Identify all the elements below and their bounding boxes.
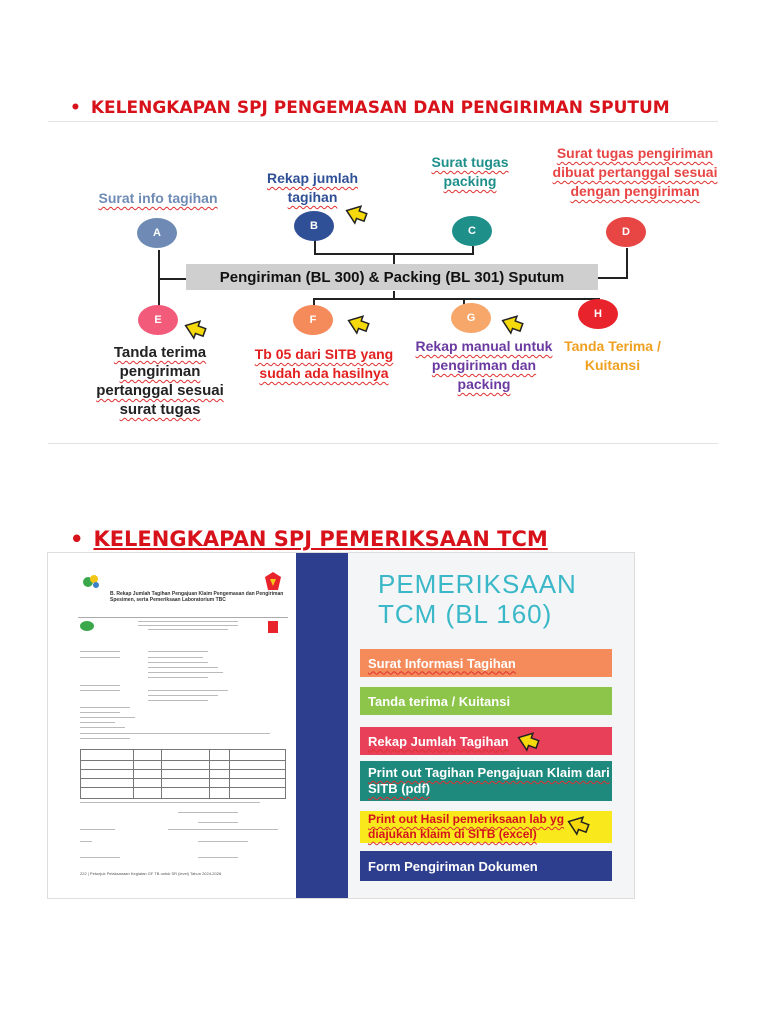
node-f: F xyxy=(293,305,333,335)
label-d: Surat tugas pengiriman dibuat pertanggal sesuai dengan pengiriman xyxy=(552,145,718,199)
item-surat-informasi-tagihan: Surat Informasi Tagihan xyxy=(360,649,612,677)
pointer-arrow-icon xyxy=(500,313,524,335)
item-print-out-tagihan: Print out Tagihan Pengajuan Klaim dari SITB (pdf) xyxy=(360,761,612,801)
document-table xyxy=(80,749,286,799)
item-rekap-jumlah-tagihan: Rekap Jumlah Tagihan xyxy=(360,727,612,755)
node-b: B xyxy=(294,211,334,241)
bullet-icon: • xyxy=(70,527,84,551)
node-c: C xyxy=(452,216,492,246)
label-b: Rekap jumlah tagihan xyxy=(266,170,359,205)
inner-logo-icon xyxy=(80,621,94,631)
inner-emblem-icon xyxy=(268,621,278,633)
bullet-icon: • xyxy=(70,98,81,118)
pointer-arrow-icon xyxy=(183,318,207,340)
label-a: Surat info tagihan xyxy=(98,190,218,206)
document-thumbnail xyxy=(58,559,308,884)
document-footer: 222 | Petunjuk Pelaksanaan Kegiatan GF TB untuk SR (level) Tahun 2024-2026 xyxy=(80,871,222,876)
label-h: Tanda Terima / Kuitansi xyxy=(564,338,661,373)
label-e: Tanda terima pengiriman pertanggal sesuai surat tugas xyxy=(96,344,224,418)
label-g: Rekap manual untuk pengiriman dan packing xyxy=(415,338,553,392)
tcm-slide xyxy=(48,553,634,898)
pointer-arrow-icon xyxy=(516,730,540,752)
item-form-pengiriman: Form Pengiriman Dokumen xyxy=(360,851,612,881)
section1-heading: • KELENGKAPAN SPJ PENGEMASAN DAN PENGIRIMAN SPUTUM xyxy=(70,98,670,118)
tb-emblem-icon xyxy=(264,571,282,591)
label-c: Surat tugas packing xyxy=(431,154,509,189)
document-heading: B. Rekap Jumlah Tagihan Pengajuan Klaim Pengemasan dan Pengiriman Spesimen, serta Pemeriksaan Laboratorium TBC xyxy=(110,591,284,603)
node-e: E xyxy=(138,305,178,335)
node-a: A xyxy=(137,218,177,248)
ministry-logo-icon xyxy=(80,573,104,591)
node-h: H xyxy=(578,299,618,329)
item-tanda-terima: Tanda terima / Kuitansi xyxy=(360,687,612,715)
pointer-arrow-icon xyxy=(344,203,368,225)
section2-heading: • KELENGKAPAN SPJ PEMERIKSAAN TCM xyxy=(70,527,548,551)
pointer-arrow-icon xyxy=(346,313,370,335)
center-bar: Pengiriman (BL 300) & Packing (BL 301) Sputum xyxy=(186,264,598,290)
label-f: Tb 05 dari SITB yang sudah ada hasilnya xyxy=(254,346,394,381)
slide-title: PEMERIKSAAN TCM (BL 160) xyxy=(378,569,577,629)
node-g: G xyxy=(451,303,491,333)
node-d: D xyxy=(606,217,646,247)
blue-divider xyxy=(296,553,348,898)
pointer-arrow-icon xyxy=(566,814,590,836)
item-print-out-hasil: Print out Hasil pemeriksaan lab yg diajukan klaim di SITB (excel) xyxy=(360,811,612,843)
